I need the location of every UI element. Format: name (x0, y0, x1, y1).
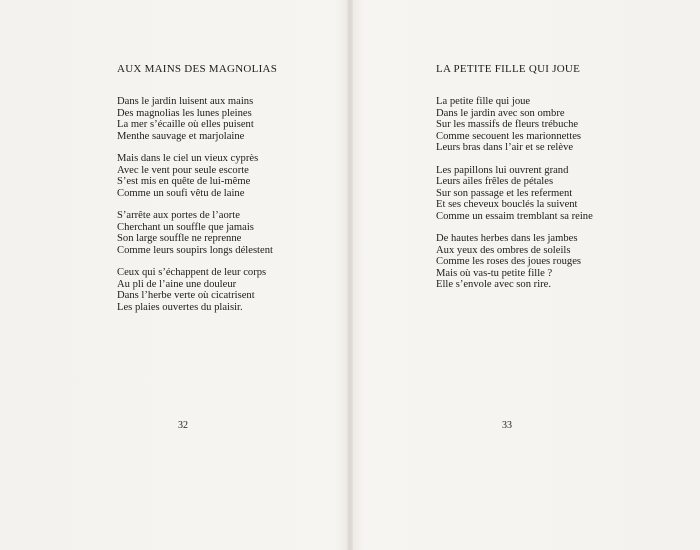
poem-line: S’est mis en quête de lui-même (117, 176, 251, 187)
poem-line: Mais où vas-tu petite fille ? (436, 267, 553, 279)
poem-line: Comme un essaim tremblant sa reine (436, 210, 593, 222)
right-stanza-1 (436, 96, 666, 154)
right-poem (436, 60, 666, 302)
poem-line: Dans l’herbe verte où cicatrisent (117, 290, 255, 301)
poem-line: Au pli de l’aine une douleur (117, 278, 237, 290)
poem-line: Avec le vent pour seule escorte (117, 164, 249, 176)
right-stanza-2 (436, 165, 666, 223)
left-stanza-4 (117, 267, 327, 313)
left-page-number: 32 (178, 420, 188, 431)
left-stanza-3 (117, 210, 327, 256)
poem-line: Son large souffle ne reprenne (117, 233, 242, 244)
left-stanza-2 (117, 153, 327, 199)
poem-line: Comme leurs soupirs longs délestent (117, 244, 273, 256)
left-poem-stanzas (117, 96, 327, 313)
poem-line: Les papillons lui ouvrent grand (436, 164, 569, 176)
poem-line: Ceux qui s’échappent de leur corps (117, 267, 267, 278)
poem-line: Dans le jardin avec son ombre (436, 107, 565, 119)
poem-line: Comme les roses des joues rouges (436, 256, 582, 267)
right-poem-title: LA PETITE FILLE QUI JOUE (436, 63, 581, 75)
poem-line: Les plaies ouvertes du plaisir. (117, 301, 243, 313)
poem-line: Leurs ailes frêles de pétales (436, 176, 554, 187)
poem-line: Leurs bras dans l’air et se relève (436, 142, 574, 153)
left-page (0, 0, 347, 550)
poem-line: Comme secouent les marionnettes (436, 130, 582, 142)
left-stanza-1 (117, 96, 327, 142)
left-poem (117, 60, 327, 324)
right-poem-stanzas (436, 96, 666, 291)
poem-line: Comme un soufi vêtu de laine (117, 187, 245, 199)
right-page-number: 33 (502, 420, 512, 431)
poem-line: Dans le jardin luisent aux mains (117, 96, 254, 107)
right-stanza-3 (436, 233, 666, 291)
left-poem-title: AUX MAINS DES MAGNOLIAS (117, 63, 278, 75)
poem-line: Des magnolias les lunes pleines (117, 107, 252, 119)
poem-line: La petite fille qui joue (436, 96, 531, 107)
poem-line: De hautes herbes dans les jambes (436, 233, 578, 244)
poem-line: Cherchant un souffle que jamais (117, 221, 254, 233)
right-page (353, 0, 700, 550)
poem-line: Et ses cheveux bouclés la suivent (436, 199, 578, 210)
poem-line: S’arrête aux portes de l’aorte (117, 210, 240, 221)
poem-line: Elle s’envole avec son rire. (436, 279, 552, 290)
poem-line: Mais dans le ciel un vieux cyprès (117, 153, 259, 164)
poem-line: Sur son passage et les referment (436, 187, 573, 199)
poem-line: Menthe sauvage et marjolaine (117, 130, 245, 142)
poem-line: La mer s’écaille où elles puisent (117, 119, 254, 130)
poem-line: Aux yeux des ombres de soleils (436, 244, 571, 256)
poem-line: Sur les massifs de fleurs trébuche (436, 119, 579, 130)
